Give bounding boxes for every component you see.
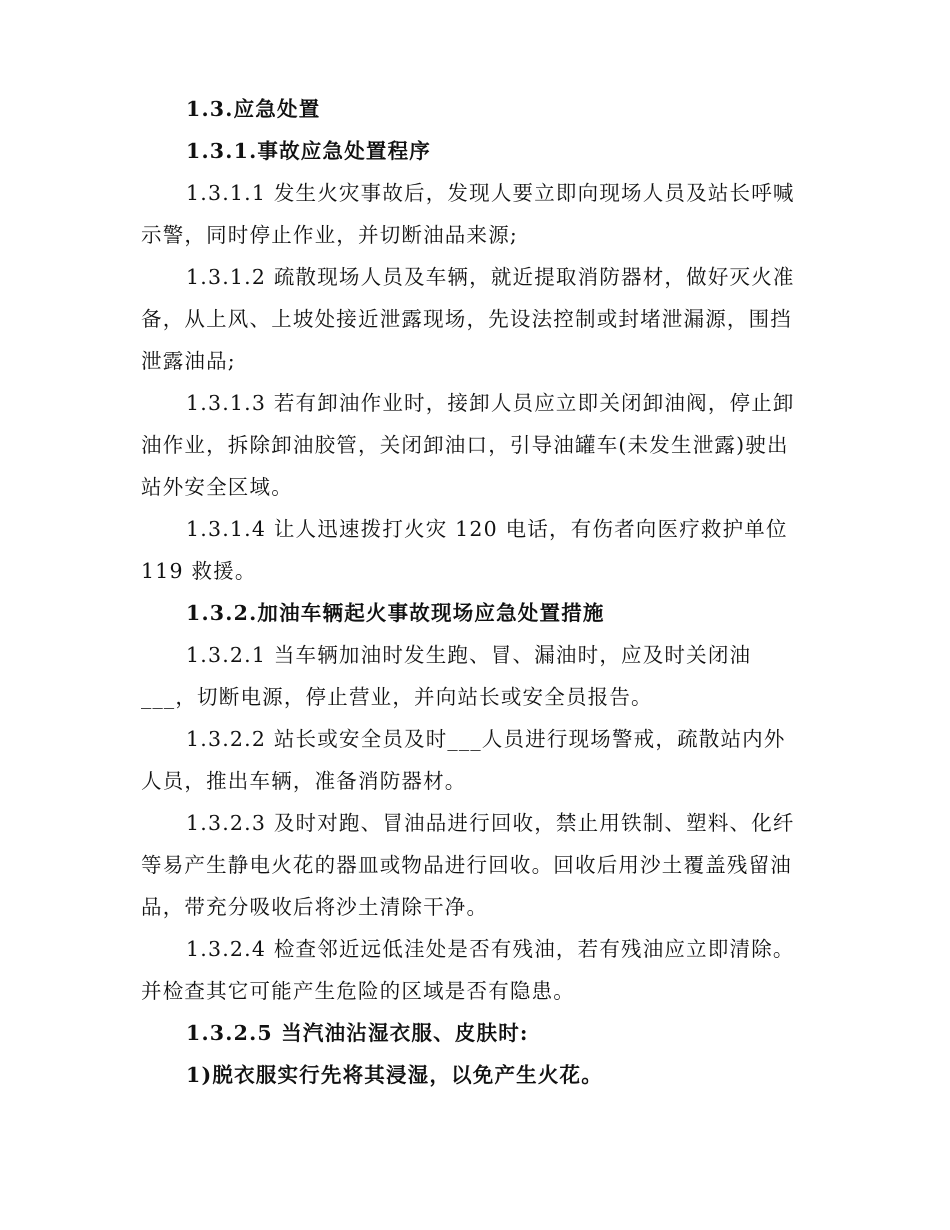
list-item-1: 1)脱衣服实行先将其浸湿，以免产生火花。 <box>186 1063 603 1087</box>
paragraph-1-3-1-1: 1.3.1.1 发生火灾事故后，发现人要立即向现场人员及站长呼喊示警，同时停止作业，并切断油品来源; <box>141 181 795 247</box>
paragraph-1-3-1-2: 1.3.1.2 疏散现场人员及车辆，就近提取消防器材，做好灭火准备，从上风、上坡处接近泄露现场，先设法控制或封堵泄漏源，围挡泄露油品; <box>141 265 795 373</box>
paragraph-1-3-2-4: 1.3.2.4 检查邻近远低洼处是否有残油，若有残油应立即清除。并检查其它可能产生危险的区域是否有隐患。 <box>141 937 795 1003</box>
section-heading-1-3-1: 1.3.1.事故应急处置程序 <box>186 139 432 163</box>
section-heading-1-3: 1.3.应急处置 <box>186 97 321 121</box>
paragraph-1-3-2-2: 1.3.2.2 站长或安全员及时___人员进行现场警戒，疏散站内外人员，推出车辆，准备消防器材。 <box>141 727 786 793</box>
paragraph-1-3-1-3: 1.3.1.3 若有卸油作业时，接卸人员应立即关闭卸油阀，停止卸油作业，拆除卸油胶管，关闭卸油口，引导油罐车(未发生泄露)驶出站外安全区域。 <box>141 391 795 499</box>
paragraph-1-3-2-1: 1.3.2.1 当车辆加油时发生跑、冒、漏油时，应及时关闭油___，切断电源，停止营业，并向站长或安全员报告。 <box>141 643 752 709</box>
paragraph-1-3-1-4: 1.3.1.4 让人迅速拨打火灾 120 电话，有伤者向医疗救护单位 119 救援。 <box>141 517 788 583</box>
paragraph-1-3-2-5: 1.3.2.5 当汽油沾湿衣服、皮肤时: <box>186 1021 529 1045</box>
document-body <box>141 88 807 1096</box>
section-heading-1-3-2: 1.3.2.加油车辆起火事故现场应急处置措施 <box>186 601 605 625</box>
paragraph-1-3-2-3: 1.3.2.3 及时对跑、冒油品进行回收，禁止用铁制、塑料、化纤等易产生静电火花的器皿或物品进行回收。回收后用沙土覆盖残留油品，带充分吸收后将沙土清除干净。 <box>141 811 795 919</box>
